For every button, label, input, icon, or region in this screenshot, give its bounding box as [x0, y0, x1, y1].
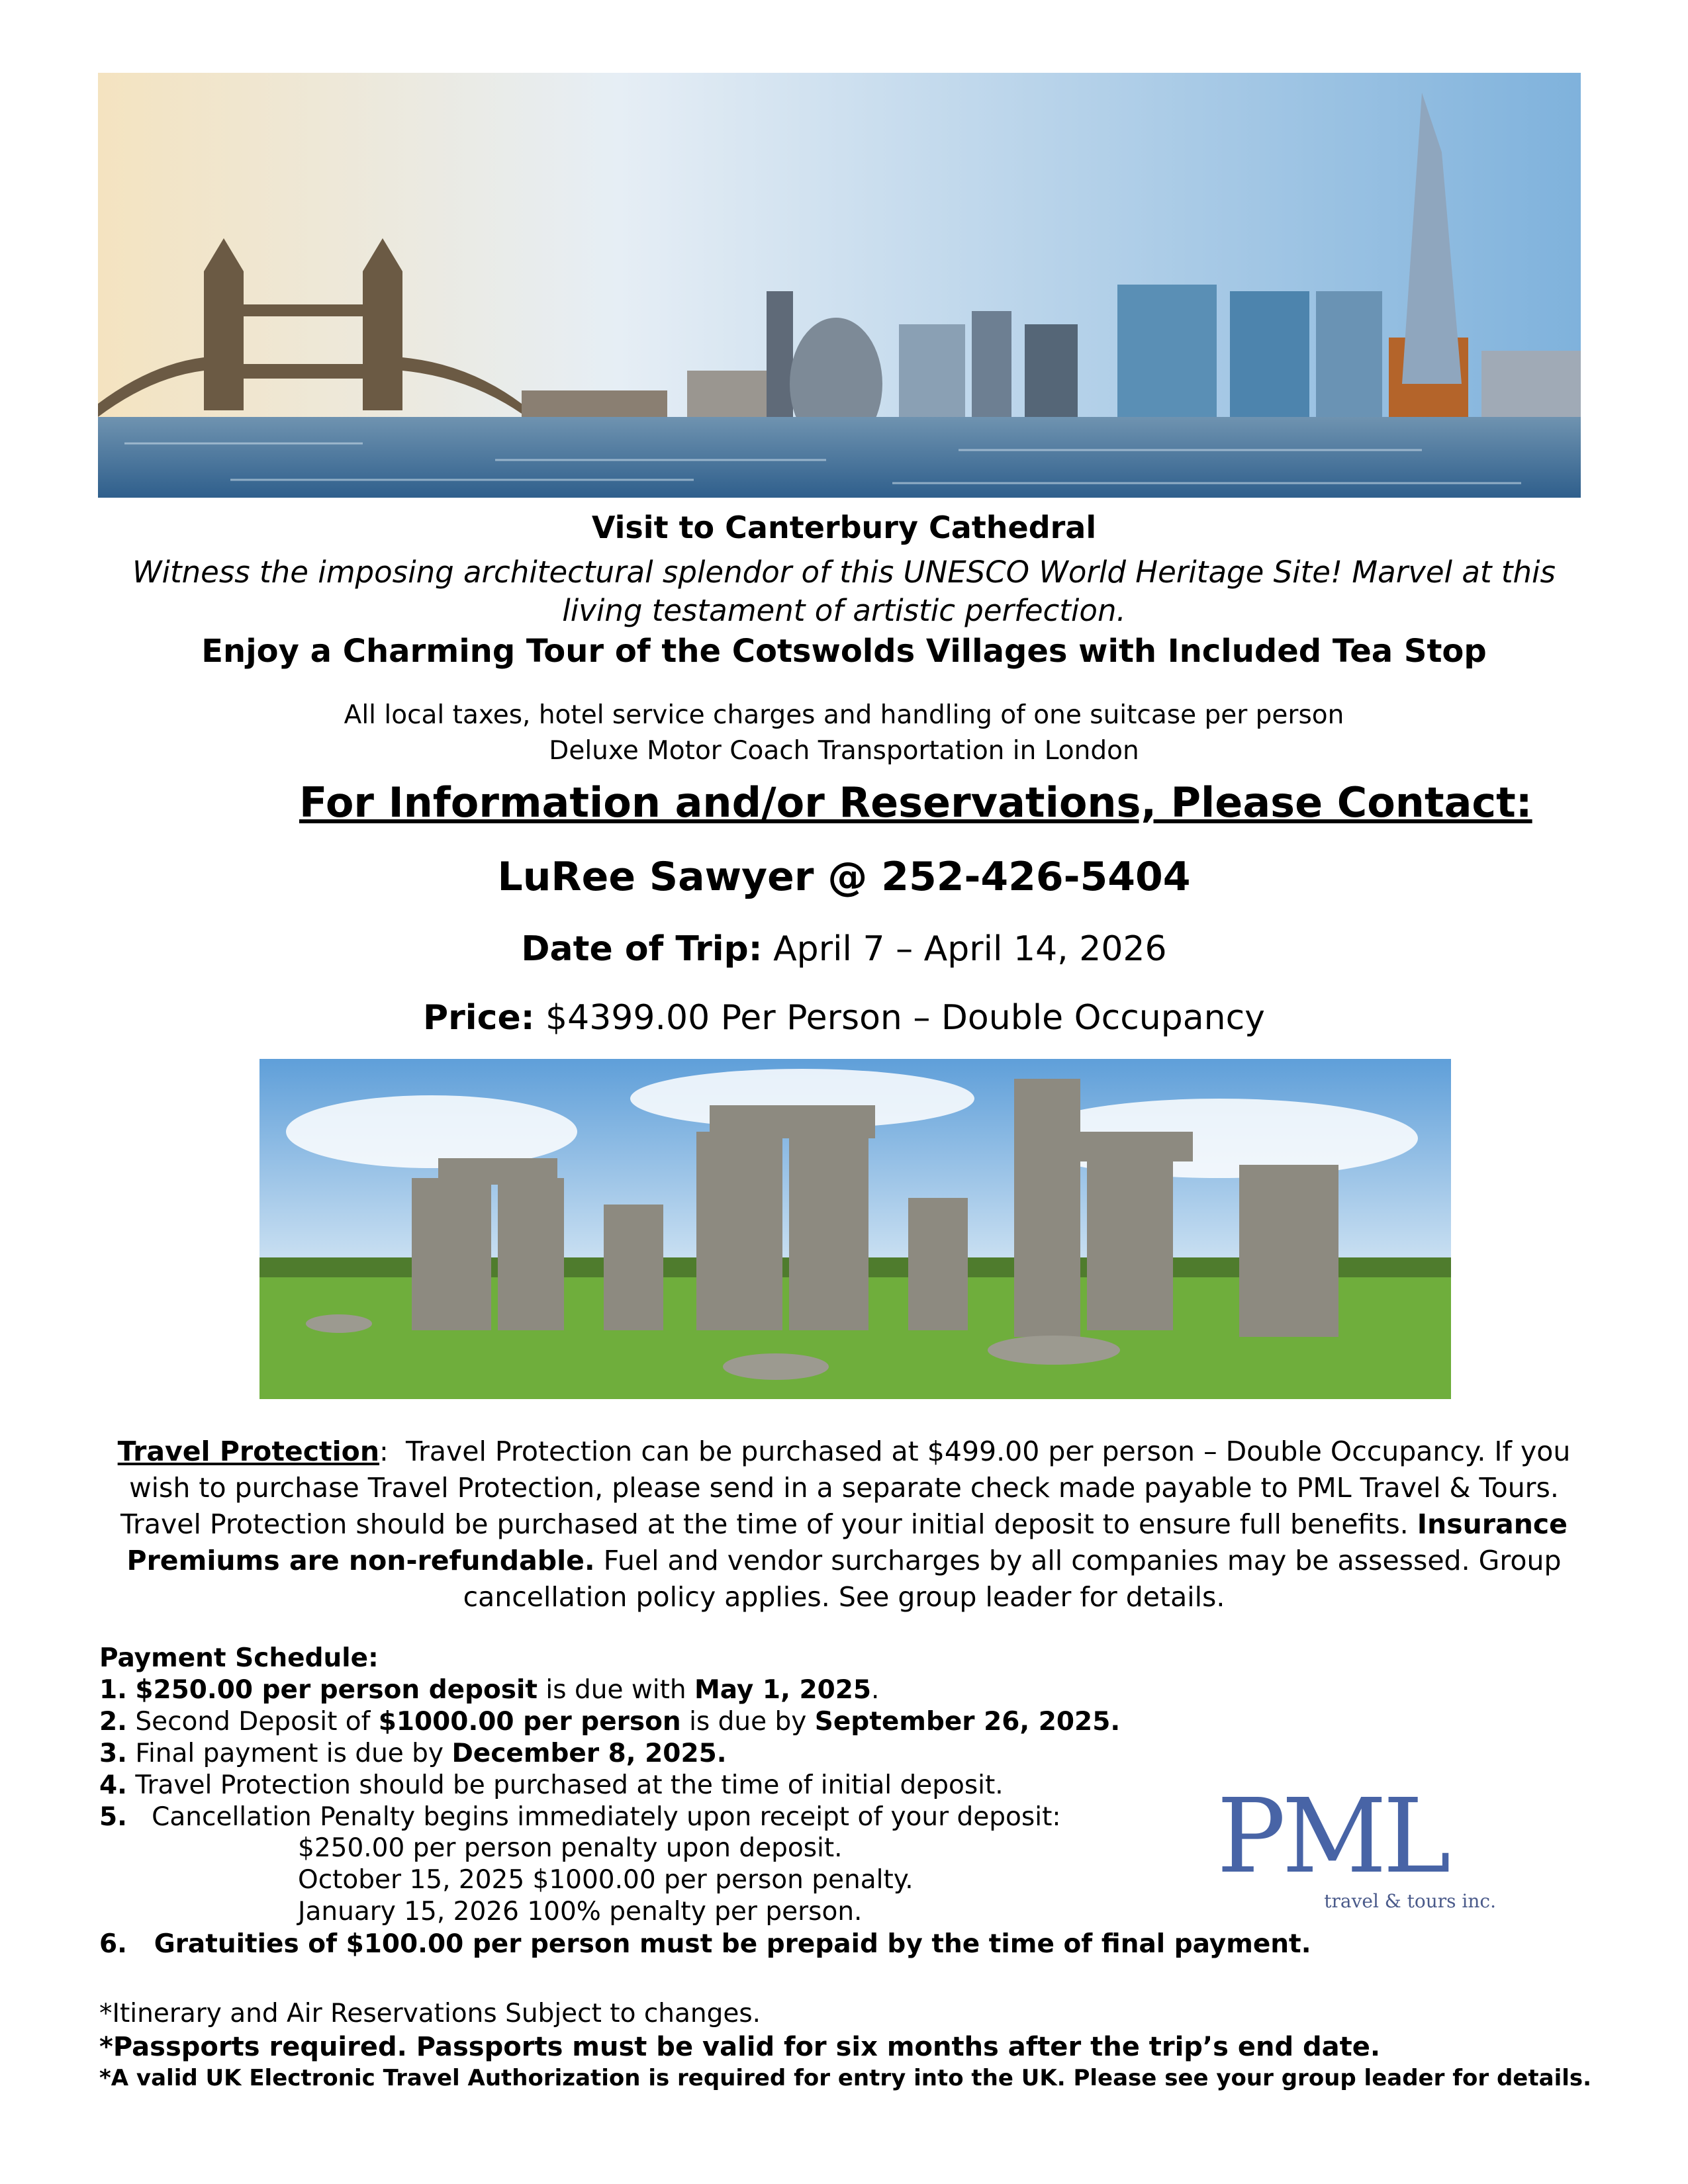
- payment-item-number: 5.: [99, 1802, 127, 1832]
- payment-item-6: [99, 1929, 1311, 1960]
- second-deposit-date: September 26, 2025.: [814, 1707, 1121, 1737]
- travel-protection-label: Travel Protection: [117, 1435, 380, 1467]
- payment-item-number: 1.: [99, 1675, 127, 1705]
- insurance-nonrefundable: Insurance Premiums are non-refundable.: [126, 1508, 1568, 1576]
- payment-item-number: 3.: [99, 1739, 127, 1768]
- contact-person: LuRee Sawyer @ 252-426-5404: [497, 854, 1191, 900]
- stonehenge-image: [259, 1059, 1451, 1399]
- contact-heading: For Information and/or Reservations, Please Contact:: [299, 778, 1532, 827]
- deposit-amount: $250.00 per person deposit: [135, 1675, 538, 1705]
- payment-item-text: Cancellation Penalty begins immediately upon receipt of your deposit:: [152, 1802, 1061, 1832]
- trip-price-label: Price:: [423, 998, 535, 1038]
- payment-item-number: 2.: [99, 1707, 127, 1737]
- payment-item-1: [99, 1674, 879, 1706]
- note-passports: *Passports required. Passports must be valid for six months after the trip’s end date.: [99, 2032, 1381, 2062]
- deposit-date: May 1, 2025: [694, 1675, 872, 1705]
- payment-heading: Payment Schedule:: [99, 1643, 379, 1673]
- penalty-line-1: $250.00 per person penalty upon deposit.: [298, 1833, 843, 1863]
- headline-description: Witness the imposing architectural splendor of this UNESCO World Heritage Site! Marvel at this living testament of artistic perfection.: [132, 555, 1556, 628]
- payment-item-5: [99, 1801, 1061, 1833]
- included-line-2: Deluxe Motor Coach Transportation in London: [549, 736, 1139, 766]
- trip-price-value: $4399.00 Per Person – Double Occupancy: [545, 998, 1265, 1038]
- payment-item-2: [99, 1706, 1120, 1737]
- payment-item-text: is due by: [689, 1707, 807, 1737]
- payment-item-text: Final payment is due by: [135, 1739, 444, 1768]
- payment-item-end: .: [871, 1675, 880, 1705]
- note-itinerary: *Itinerary and Air Reservations Subject to changes.: [99, 1999, 761, 2028]
- pml-logo: [1217, 1776, 1508, 1913]
- penalty-line-2: October 15, 2025 $1000.00 per person penalty.: [298, 1865, 914, 1895]
- payment-item-3: [99, 1738, 727, 1769]
- payment-item-text: is due with: [545, 1675, 686, 1705]
- note-uk-eta: *A valid UK Electronic Travel Authorization is required for entry into the UK. Please see your group leader for details.: [99, 2065, 1592, 2091]
- trip-date: [0, 929, 1688, 969]
- travel-protection-colon: :: [379, 1435, 389, 1467]
- surcharges-text: Fuel and vendor surcharges by all companies may be assessed. Group cancellation policy applies. See group leader for details.: [463, 1545, 1562, 1613]
- payment-item-4: [99, 1770, 1004, 1801]
- payment-item-text: Travel Protection should be purchased at the time of initial deposit.: [135, 1770, 1004, 1800]
- trip-date-label: Date of Trip:: [521, 929, 763, 969]
- penalty-line-3: January 15, 2026 100% penalty per person.: [298, 1897, 863, 1927]
- headline-visit: Visit to Canterbury Cathedral: [591, 510, 1097, 545]
- payment-item-text: Second Deposit of: [135, 1707, 371, 1737]
- trip-price: [0, 998, 1688, 1038]
- gratuities-text: Gratuities of $100.00 per person must be prepaid by the time of final payment.: [154, 1929, 1311, 1959]
- second-deposit-amount: $1000.00 per person: [378, 1707, 681, 1737]
- london-skyline-image: [98, 73, 1581, 498]
- travel-protection-text: Travel Protection can be purchased at $499.00 per person – Double Occupancy. If you wish to purchase Travel Protection, please send in a separate check made payable to PML Travel & Tours. Travel Protection should be purchased at the time of your initial deposit to ensure full benefits.: [120, 1435, 1571, 1540]
- travel-protection-paragraph: [93, 1433, 1595, 1615]
- pml-logo-tagline: travel & tours inc.: [1324, 1890, 1496, 1912]
- trip-date-value: April 7 – April 14, 2026: [773, 929, 1167, 969]
- final-payment-date: December 8, 2025.: [451, 1739, 727, 1768]
- included-line-1: All local taxes, hotel service charges and handling of one suitcase per person: [344, 700, 1344, 730]
- payment-item-number: 4.: [99, 1770, 127, 1800]
- pml-logo-letters: PML: [1217, 1776, 1447, 1896]
- headline-enjoy: Enjoy a Charming Tour of the Cotswolds Villages with Included Tea Stop: [201, 633, 1487, 670]
- payment-item-number: 6.: [99, 1929, 127, 1959]
